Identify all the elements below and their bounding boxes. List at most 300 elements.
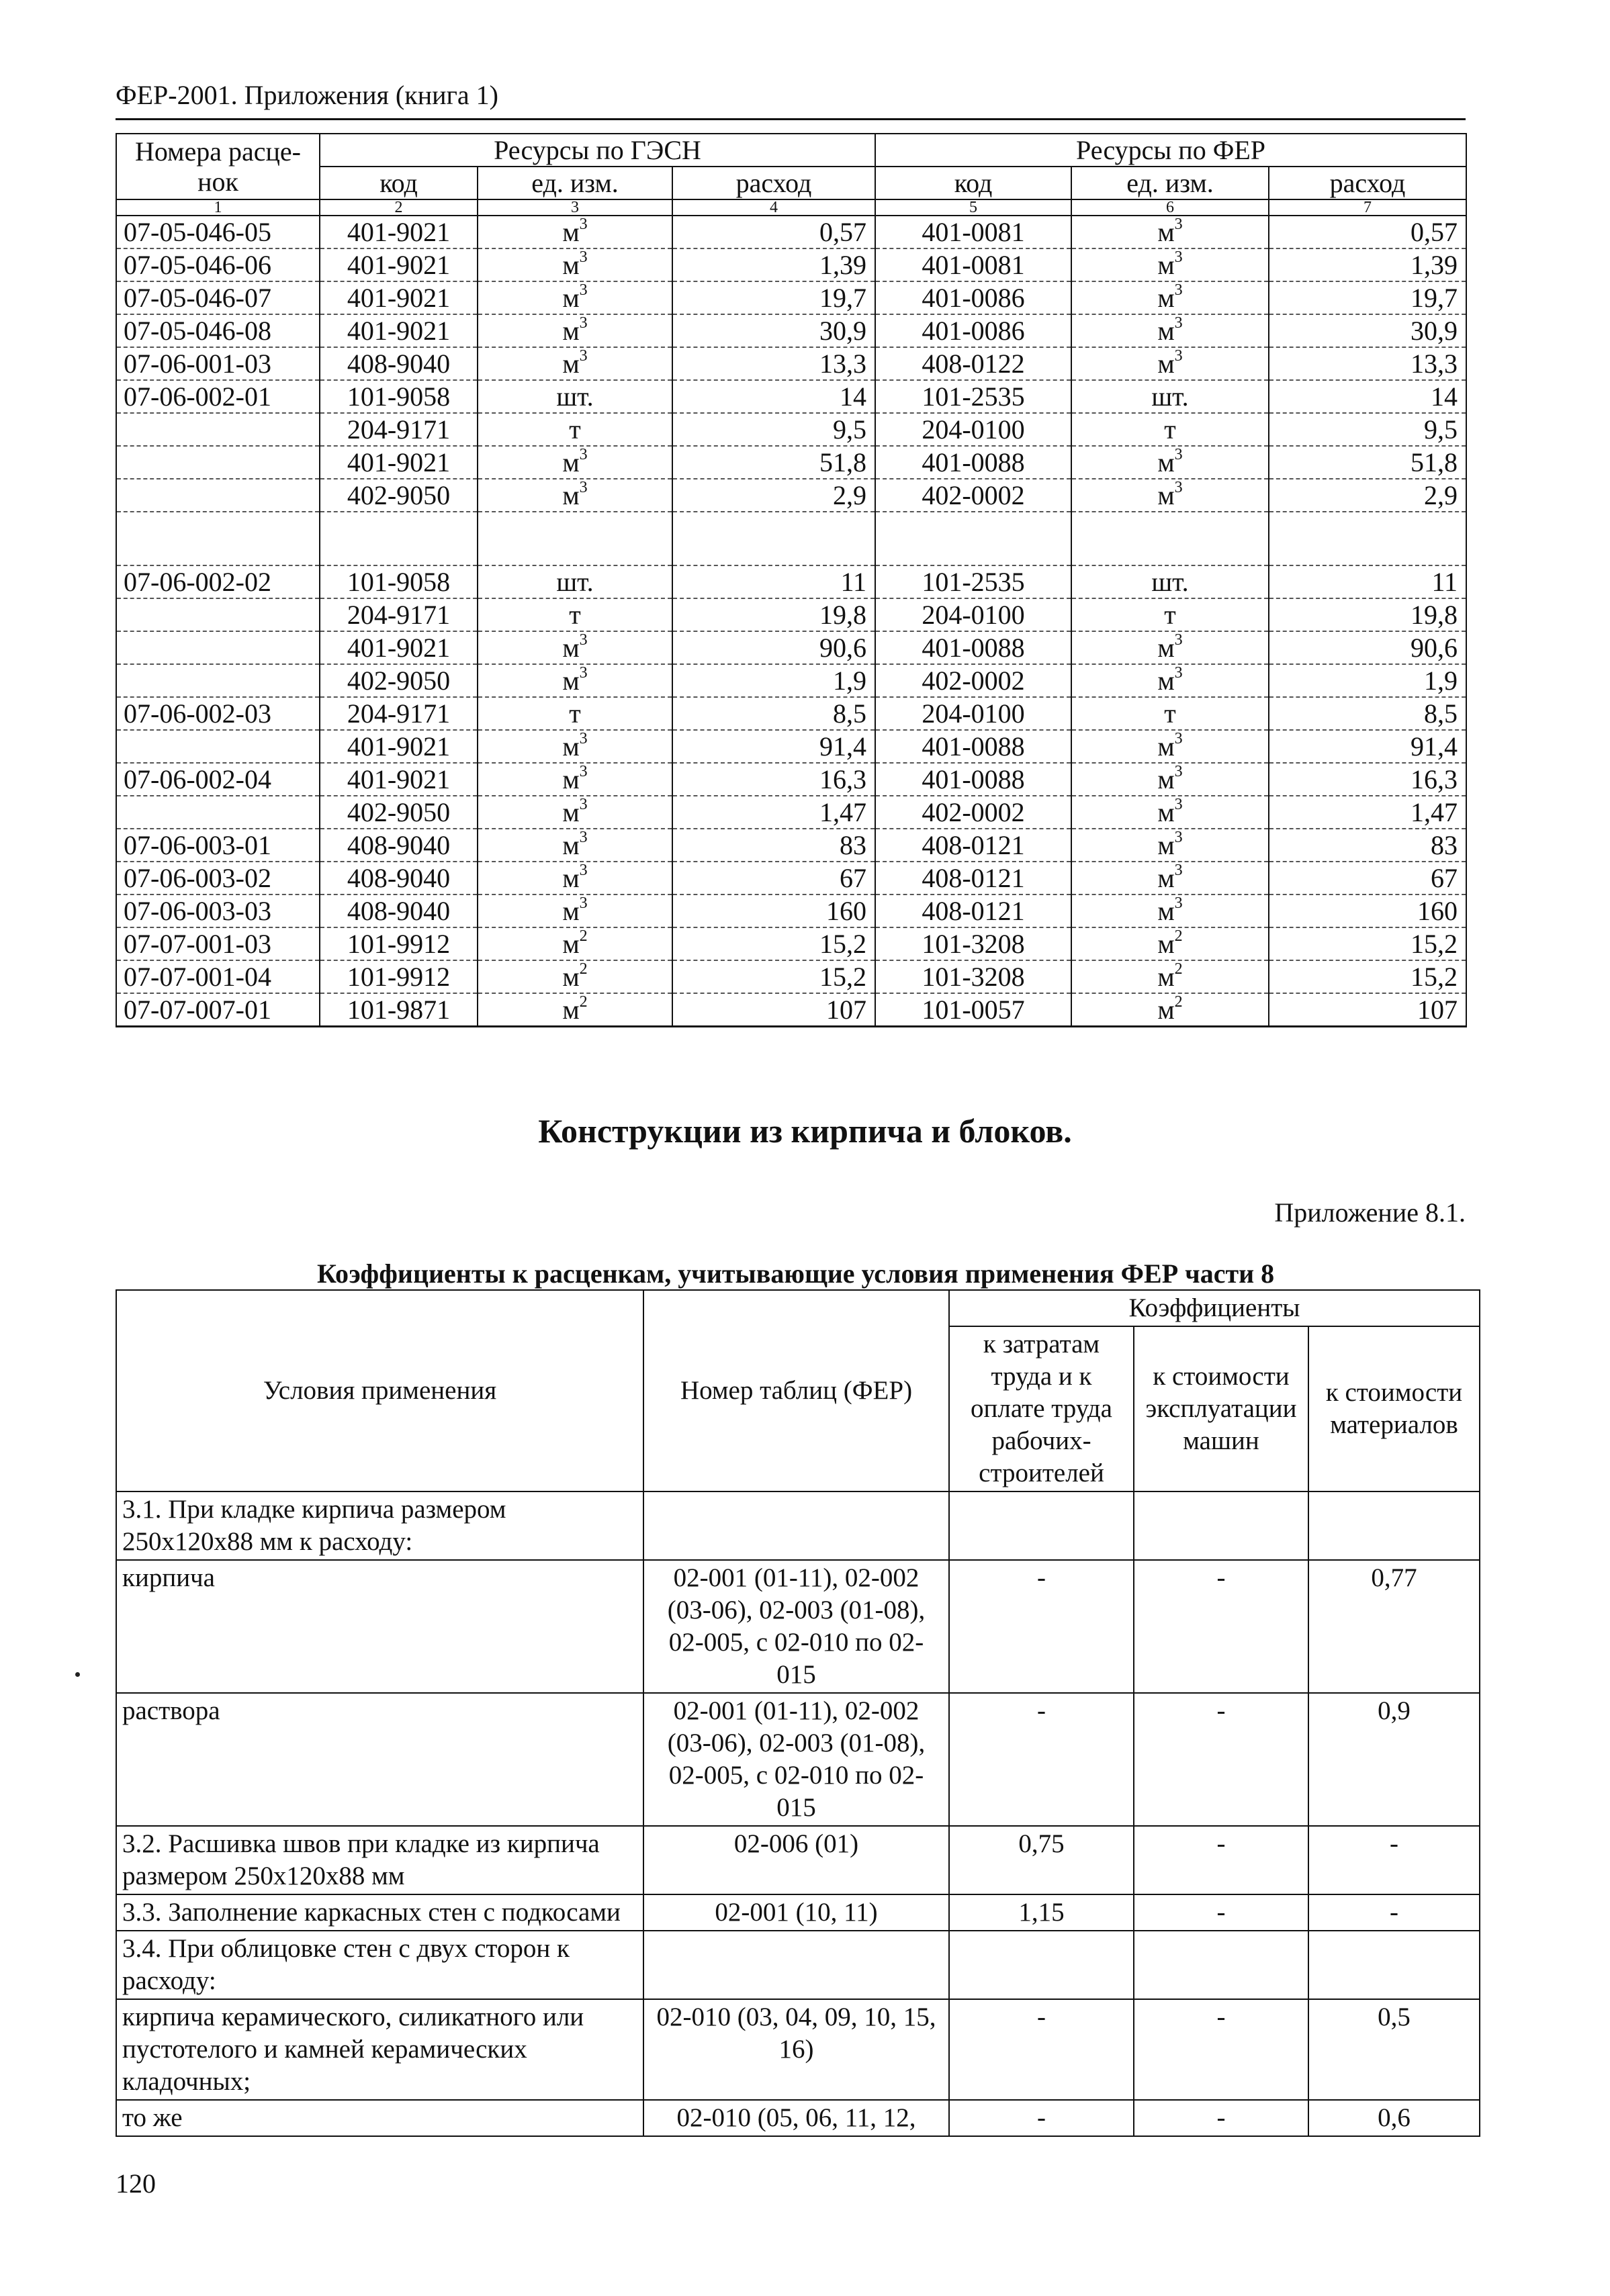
gesn-code: 401-9021 xyxy=(347,316,451,346)
fer-unit-cell xyxy=(1071,216,1269,248)
gesn-amount-cell xyxy=(672,927,875,960)
table-numbers: 02-010 (03, 04, 09, 10, 15, 16) xyxy=(643,1999,949,2100)
col-header-gesn-amount: расход xyxy=(672,167,875,199)
blank-cell xyxy=(1071,512,1269,565)
table-row xyxy=(116,598,1466,631)
fer-amount: 13,3 xyxy=(1411,349,1458,379)
gesn-unit-cell xyxy=(478,927,672,960)
table-row xyxy=(116,763,1466,796)
unit-exponent: 3 xyxy=(579,446,588,463)
gesn-unit-cell xyxy=(478,829,672,862)
gesn-amount-cell xyxy=(672,763,875,796)
fer-amount-cell xyxy=(1269,894,1466,927)
fer-unit-cell xyxy=(1071,347,1269,380)
gesn-code-cell xyxy=(320,248,478,281)
fer-unit: т xyxy=(1164,414,1176,445)
gesn-unit-cell xyxy=(478,631,672,664)
gesn-unit-cell xyxy=(478,862,672,894)
col-header-labor: к затратам труда и к оплате труда рабочих-строителей xyxy=(949,1326,1134,1491)
col-header-rates: Номера расце-нок xyxy=(116,134,320,199)
gesn-amount-cell xyxy=(672,730,875,763)
fer-unit: шт. xyxy=(1151,567,1189,597)
coef-machines: - xyxy=(1134,1894,1308,1931)
condition: кирпича xyxy=(116,1560,643,1693)
gesn-unit: шт. xyxy=(556,381,594,412)
unit-exponent: 3 xyxy=(579,862,588,879)
gesn-unit: м xyxy=(562,217,580,247)
fer-amount: 160 xyxy=(1417,896,1458,926)
coef-machines xyxy=(1134,1931,1308,1999)
group-header-coefficients: Коэффициенты xyxy=(949,1290,1480,1326)
table-row xyxy=(116,1826,1480,1894)
gesn-code: 401-9021 xyxy=(347,633,451,663)
gesn-amount: 11 xyxy=(840,567,866,597)
gesn-unit-cell xyxy=(478,281,672,314)
coef-materials: 0,77 xyxy=(1308,1560,1480,1693)
condition: 3.4. При облицовке стен с двух сторон к расходу: xyxy=(116,1931,643,1999)
col-header-fer-code: код xyxy=(875,167,1071,199)
coefficients-table xyxy=(116,1289,1480,2137)
gesn-amount-cell xyxy=(672,565,875,598)
gesn-unit: м xyxy=(562,962,580,992)
blank-cell xyxy=(672,512,875,565)
rate-code-cell xyxy=(116,796,320,829)
fer-code-cell xyxy=(875,248,1071,281)
fer-unit: м xyxy=(1157,929,1175,959)
unit-exponent: 3 xyxy=(1174,479,1183,496)
rate-code-cell xyxy=(116,862,320,894)
table-numbers xyxy=(643,1931,949,1999)
rate-code-cell xyxy=(116,894,320,927)
rate-code: 07-06-002-01 xyxy=(124,381,271,412)
table-row xyxy=(116,479,1466,512)
fer-code: 101-3208 xyxy=(922,962,1025,992)
coef-labor: - xyxy=(949,1999,1134,2100)
table-row xyxy=(116,216,1466,248)
fer-amount-cell xyxy=(1269,960,1466,993)
page-number: 120 xyxy=(116,2168,156,2199)
gesn-code: 401-9021 xyxy=(347,764,451,794)
coef-machines: - xyxy=(1134,2100,1308,2136)
coef-materials: 0,5 xyxy=(1308,1999,1480,2100)
fer-amount: 107 xyxy=(1417,995,1458,1025)
blank-row xyxy=(116,512,1466,565)
coef-machines: - xyxy=(1134,1693,1308,1826)
fer-code-cell xyxy=(875,281,1071,314)
fer-unit: м xyxy=(1157,665,1175,696)
fer-unit: м xyxy=(1157,250,1175,280)
table-numbers xyxy=(643,1491,949,1560)
unit-exponent: 3 xyxy=(1174,216,1183,233)
coef-materials: - xyxy=(1308,1826,1480,1894)
fer-unit: м xyxy=(1157,896,1175,926)
gesn-unit: м xyxy=(562,480,580,510)
fer-code: 408-0121 xyxy=(922,830,1025,860)
gesn-amount: 13,3 xyxy=(819,349,866,379)
fer-unit-cell xyxy=(1071,894,1269,927)
rate-code: 07-05-046-08 xyxy=(124,316,271,346)
fer-amount: 14 xyxy=(1431,381,1458,412)
gesn-amount-cell xyxy=(672,216,875,248)
coef-machines xyxy=(1134,1491,1308,1560)
fer-amount: 8,5 xyxy=(1424,698,1458,729)
gesn-amount-cell xyxy=(672,960,875,993)
fer-unit-cell xyxy=(1071,565,1269,598)
unit-exponent: 3 xyxy=(579,479,588,496)
group-header-fer: Ресурсы по ФЕР xyxy=(875,134,1466,167)
fer-amount: 9,5 xyxy=(1424,414,1458,445)
rate-code: 07-07-007-01 xyxy=(124,995,271,1025)
coef-labor: 0,75 xyxy=(949,1826,1134,1894)
gesn-unit: т xyxy=(569,414,581,445)
col-number: 4 xyxy=(672,199,875,216)
gesn-unit-cell xyxy=(478,413,672,446)
fer-amount-cell xyxy=(1269,730,1466,763)
table-row xyxy=(116,1894,1480,1931)
rate-code-cell xyxy=(116,479,320,512)
fer-code-cell xyxy=(875,380,1071,413)
coefficients-table-title: Коэффициенты к расценкам, учитывающие условия применения ФЕР части 8 xyxy=(317,1258,1275,1289)
rate-code-cell xyxy=(116,347,320,380)
coef-labor: - xyxy=(949,1560,1134,1693)
gesn-unit-cell xyxy=(478,664,672,697)
table-row xyxy=(116,993,1466,1027)
gesn-amount: 8,5 xyxy=(833,698,866,729)
unit-exponent: 3 xyxy=(579,664,588,682)
unit-exponent: 3 xyxy=(579,796,588,813)
fer-amount-cell xyxy=(1269,796,1466,829)
coefficients-table-body xyxy=(116,1491,1480,2136)
gesn-unit: т xyxy=(569,600,581,630)
table-row xyxy=(116,347,1466,380)
table-row xyxy=(116,697,1466,730)
gesn-code-cell xyxy=(320,446,478,479)
gesn-amount-cell xyxy=(672,697,875,730)
gesn-code-cell xyxy=(320,479,478,512)
fer-code: 204-0100 xyxy=(922,600,1025,630)
unit-exponent: 3 xyxy=(1174,763,1183,780)
col-header-gesn-unit: ед. изм. xyxy=(478,167,672,199)
table-row xyxy=(116,1560,1480,1693)
gesn-unit: м xyxy=(562,896,580,926)
coef-labor xyxy=(949,1491,1134,1560)
fer-code-cell xyxy=(875,960,1071,993)
fer-amount: 91,4 xyxy=(1411,731,1458,762)
fer-amount: 15,2 xyxy=(1411,929,1458,959)
unit-exponent: 3 xyxy=(1174,664,1183,682)
fer-unit-cell xyxy=(1071,446,1269,479)
gesn-amount-cell xyxy=(672,446,875,479)
unit-exponent: 3 xyxy=(579,248,588,266)
rate-code-cell xyxy=(116,993,320,1027)
unit-exponent: 2 xyxy=(579,960,588,978)
unit-exponent: 3 xyxy=(1174,894,1183,912)
gesn-amount: 14 xyxy=(840,381,866,412)
fer-code: 101-3208 xyxy=(922,929,1025,959)
table-row xyxy=(116,894,1466,927)
fer-amount: 1,39 xyxy=(1411,250,1458,280)
gesn-code: 408-9040 xyxy=(347,349,451,379)
unit-exponent: 3 xyxy=(1174,631,1183,649)
gesn-code-cell xyxy=(320,413,478,446)
table-row xyxy=(116,1999,1480,2100)
table-row xyxy=(116,413,1466,446)
rate-code: 07-06-002-03 xyxy=(124,698,271,729)
fer-amount-cell xyxy=(1269,314,1466,347)
fer-unit: шт. xyxy=(1151,381,1189,412)
col-header-conditions: Условия применения xyxy=(116,1290,643,1491)
fer-code: 402-0002 xyxy=(922,797,1025,827)
gesn-amount-cell xyxy=(672,664,875,697)
fer-unit: м xyxy=(1157,217,1175,247)
fer-amount: 0,57 xyxy=(1411,217,1458,247)
table-row xyxy=(116,796,1466,829)
gesn-code: 402-9050 xyxy=(347,665,451,696)
fer-amount: 90,6 xyxy=(1411,633,1458,663)
col-header-materials: к стоимости материалов xyxy=(1308,1326,1480,1491)
gesn-code: 401-9021 xyxy=(347,731,451,762)
gesn-amount: 19,7 xyxy=(819,283,866,313)
unit-exponent: 3 xyxy=(1174,314,1183,332)
fer-amount: 83 xyxy=(1431,830,1458,860)
resources-table-body xyxy=(116,216,1466,1027)
gesn-code: 101-9058 xyxy=(347,567,451,597)
fer-code: 408-0121 xyxy=(922,863,1025,893)
unit-exponent: 3 xyxy=(579,730,588,747)
table-row xyxy=(116,380,1466,413)
rate-code-cell xyxy=(116,413,320,446)
gesn-amount: 160 xyxy=(826,896,866,926)
table-row xyxy=(116,664,1466,697)
table-row xyxy=(116,446,1466,479)
rate-code: 07-05-046-05 xyxy=(124,217,271,247)
gesn-amount-cell xyxy=(672,281,875,314)
gesn-amount-cell xyxy=(672,829,875,862)
fer-code: 402-0002 xyxy=(922,480,1025,510)
fer-unit: м xyxy=(1157,316,1175,346)
gesn-unit: т xyxy=(569,698,581,729)
gesn-code: 408-9040 xyxy=(347,830,451,860)
fer-unit: т xyxy=(1164,600,1176,630)
gesn-unit: м xyxy=(562,830,580,860)
fer-unit-cell xyxy=(1071,631,1269,664)
fer-unit-cell xyxy=(1071,413,1269,446)
gesn-unit: м xyxy=(562,633,580,663)
blank-cell xyxy=(320,512,478,565)
gesn-amount-cell xyxy=(672,314,875,347)
fer-code-cell xyxy=(875,479,1071,512)
fer-amount: 1,9 xyxy=(1424,665,1458,696)
gesn-amount: 90,6 xyxy=(819,633,866,663)
unit-exponent: 2 xyxy=(579,993,588,1011)
rate-code: 07-06-002-04 xyxy=(124,764,271,794)
fer-code-cell xyxy=(875,862,1071,894)
gesn-amount-cell xyxy=(672,796,875,829)
gesn-code: 204-9171 xyxy=(347,600,451,630)
gesn-code: 401-9021 xyxy=(347,447,451,477)
unit-exponent: 3 xyxy=(579,763,588,780)
gesn-code-cell xyxy=(320,631,478,664)
table-row xyxy=(116,1693,1480,1826)
fer-code-cell xyxy=(875,796,1071,829)
fer-amount: 30,9 xyxy=(1411,316,1458,346)
rate-code-cell xyxy=(116,631,320,664)
gesn-unit-cell xyxy=(478,565,672,598)
fer-unit: м xyxy=(1157,283,1175,313)
col-number: 1 xyxy=(116,199,320,216)
unit-exponent: 3 xyxy=(1174,796,1183,813)
table-row xyxy=(116,2100,1480,2136)
fer-unit-cell xyxy=(1071,730,1269,763)
gesn-amount: 1,39 xyxy=(819,250,866,280)
gesn-code-cell xyxy=(320,763,478,796)
fer-amount: 51,8 xyxy=(1411,447,1458,477)
fer-unit-cell xyxy=(1071,796,1269,829)
gesn-code-cell xyxy=(320,664,478,697)
condition: раствора xyxy=(116,1693,643,1826)
coef-materials xyxy=(1308,1931,1480,1999)
gesn-code-cell xyxy=(320,216,478,248)
condition: кирпича керамического, силикатного или пустотелого и камней керамических кладочных; xyxy=(116,1999,643,2100)
header-rule xyxy=(116,118,1466,120)
gesn-unit-cell xyxy=(478,960,672,993)
gesn-unit-cell xyxy=(478,314,672,347)
fer-amount-cell xyxy=(1269,565,1466,598)
rate-code: 07-06-003-03 xyxy=(124,896,271,926)
fer-amount-cell xyxy=(1269,479,1466,512)
fer-amount-cell xyxy=(1269,664,1466,697)
gesn-unit-cell xyxy=(478,763,672,796)
unit-exponent: 3 xyxy=(579,894,588,912)
gesn-code-cell xyxy=(320,894,478,927)
fer-unit-cell xyxy=(1071,862,1269,894)
fer-unit: м xyxy=(1157,797,1175,827)
gesn-code-cell xyxy=(320,281,478,314)
coef-labor: - xyxy=(949,2100,1134,2136)
table-numbers: 02-010 (05, 06, 11, 12, xyxy=(643,2100,949,2136)
unit-exponent: 3 xyxy=(579,631,588,649)
unit-exponent: 3 xyxy=(1174,281,1183,299)
unit-exponent: 3 xyxy=(579,314,588,332)
fer-amount: 15,2 xyxy=(1411,962,1458,992)
fer-unit-cell xyxy=(1071,314,1269,347)
fer-code-cell xyxy=(875,993,1071,1027)
table-row xyxy=(116,248,1466,281)
gesn-unit: м xyxy=(562,250,580,280)
rate-code-cell xyxy=(116,730,320,763)
condition: 3.2. Расшивка швов при кладке из кирпича размером 250х120х88 мм xyxy=(116,1826,643,1894)
unit-exponent: 3 xyxy=(1174,347,1183,365)
gesn-amount-cell xyxy=(672,413,875,446)
unit-exponent: 3 xyxy=(1174,862,1183,879)
fer-amount: 19,7 xyxy=(1411,283,1458,313)
fer-unit: м xyxy=(1157,480,1175,510)
gesn-unit: м xyxy=(562,447,580,477)
gesn-unit: м xyxy=(562,764,580,794)
fer-unit: т xyxy=(1164,698,1176,729)
fer-unit-cell xyxy=(1071,380,1269,413)
fer-code-cell xyxy=(875,730,1071,763)
gesn-code: 204-9171 xyxy=(347,414,451,445)
col-header-gesn-code: код xyxy=(320,167,478,199)
fer-amount-cell xyxy=(1269,281,1466,314)
fer-code: 401-0088 xyxy=(922,764,1025,794)
fer-code-cell xyxy=(875,829,1071,862)
coef-materials xyxy=(1308,1491,1480,1560)
table-row xyxy=(116,565,1466,598)
gesn-code-cell xyxy=(320,993,478,1027)
col-number: 5 xyxy=(875,199,1071,216)
gesn-unit-cell xyxy=(478,894,672,927)
gesn-amount: 107 xyxy=(826,995,866,1025)
coef-materials: - xyxy=(1308,1894,1480,1931)
rate-code-cell xyxy=(116,763,320,796)
table-row xyxy=(116,314,1466,347)
fer-unit: м xyxy=(1157,731,1175,762)
fer-code-cell xyxy=(875,664,1071,697)
gesn-unit: м xyxy=(562,929,580,959)
gesn-unit-cell xyxy=(478,598,672,631)
gesn-amount: 91,4 xyxy=(819,731,866,762)
gesn-amount-cell xyxy=(672,347,875,380)
condition: то же xyxy=(116,2100,643,2136)
rate-code: 07-07-001-04 xyxy=(124,962,271,992)
fer-unit-cell xyxy=(1071,960,1269,993)
gesn-code: 101-9871 xyxy=(347,995,451,1025)
gesn-amount-cell xyxy=(672,479,875,512)
fer-amount: 19,8 xyxy=(1411,600,1458,630)
rate-code-cell xyxy=(116,829,320,862)
fer-amount: 16,3 xyxy=(1411,764,1458,794)
gesn-amount: 1,47 xyxy=(819,797,866,827)
rate-code-cell xyxy=(116,380,320,413)
gesn-code-cell xyxy=(320,927,478,960)
fer-code-cell xyxy=(875,927,1071,960)
col-header-fer-unit: ед. изм. xyxy=(1071,167,1269,199)
unit-exponent: 3 xyxy=(579,281,588,299)
fer-code-cell xyxy=(875,565,1071,598)
gesn-amount: 16,3 xyxy=(819,764,866,794)
unit-exponent: 2 xyxy=(1174,993,1183,1011)
fer-code: 408-0122 xyxy=(922,349,1025,379)
table-numbers: 02-001 (01-11), 02-002 (03-06), 02-003 (01-08), 02-005, с 02-010 по 02-015 xyxy=(643,1560,949,1693)
running-header: ФЕР-2001. Приложения (книга 1) xyxy=(116,80,498,110)
rate-code: 07-06-001-03 xyxy=(124,349,271,379)
fer-unit-cell xyxy=(1071,664,1269,697)
coef-labor: - xyxy=(949,1693,1134,1826)
condition: 3.3. Заполнение каркасных стен с подкосами xyxy=(116,1894,643,1931)
gesn-code: 401-9021 xyxy=(347,250,451,280)
rate-code-cell xyxy=(116,697,320,730)
coef-machines: - xyxy=(1134,1560,1308,1693)
fer-code-cell xyxy=(875,894,1071,927)
coef-labor: 1,15 xyxy=(949,1894,1134,1931)
gesn-amount: 15,2 xyxy=(819,962,866,992)
gesn-code-cell xyxy=(320,829,478,862)
fer-code: 204-0100 xyxy=(922,698,1025,729)
unit-exponent: 3 xyxy=(1174,248,1183,266)
table-numbers: 02-006 (01) xyxy=(643,1826,949,1894)
gesn-amount: 30,9 xyxy=(819,316,866,346)
fer-code-cell xyxy=(875,413,1071,446)
unit-exponent: 2 xyxy=(1174,960,1183,978)
fer-code: 402-0002 xyxy=(922,665,1025,696)
gesn-unit-cell xyxy=(478,248,672,281)
fer-amount: 1,47 xyxy=(1411,797,1458,827)
blank-cell xyxy=(875,512,1071,565)
coef-labor xyxy=(949,1931,1134,1999)
rate-code-cell xyxy=(116,960,320,993)
